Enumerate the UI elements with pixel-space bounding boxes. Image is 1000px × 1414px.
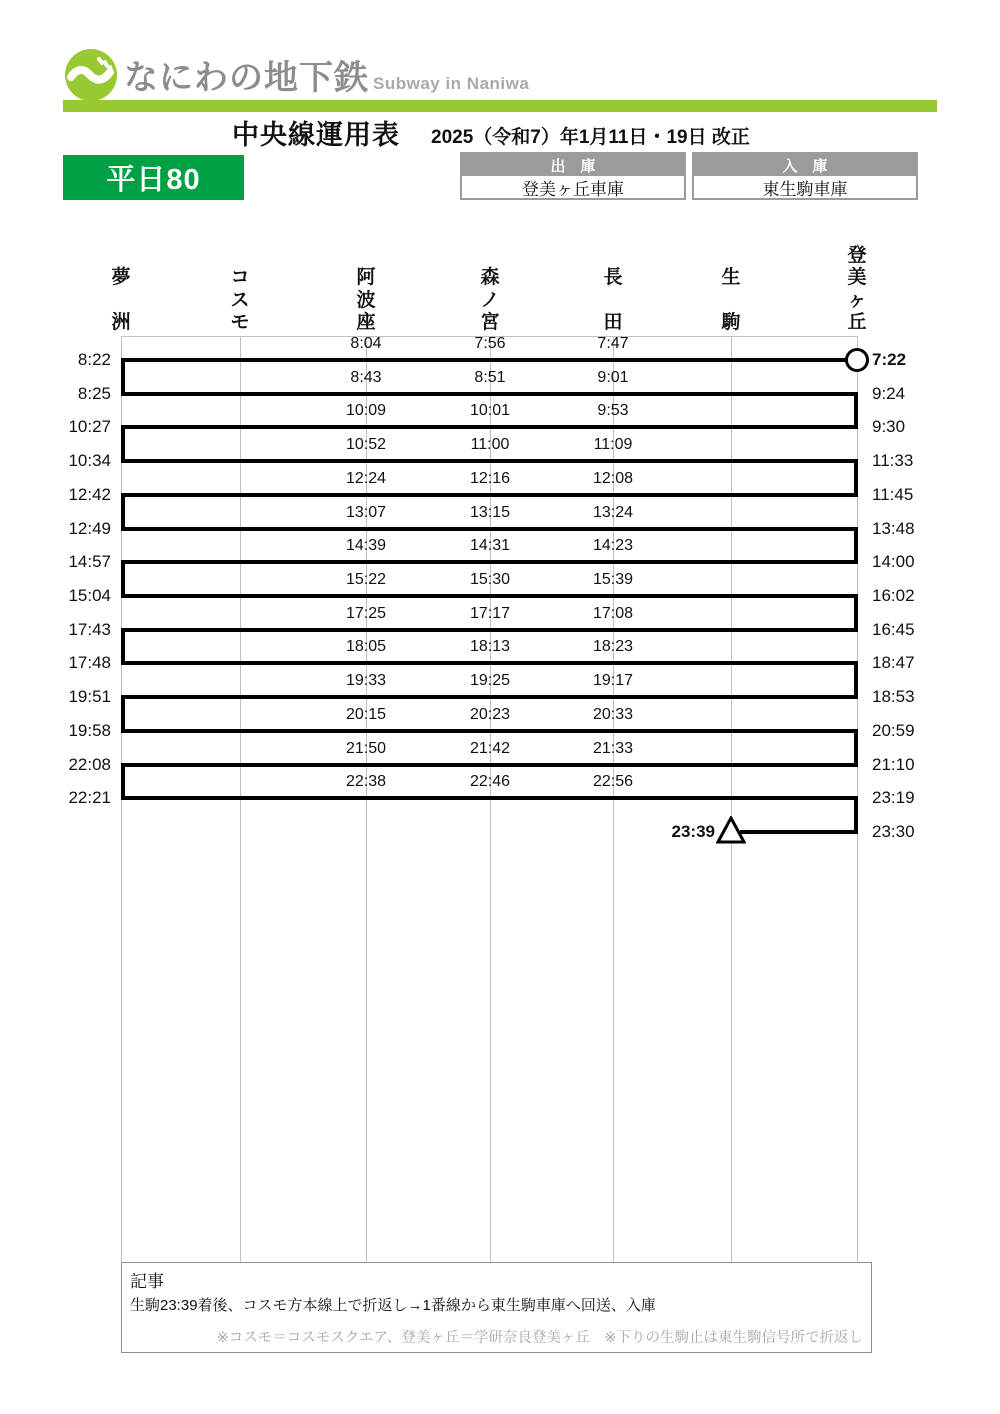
- duty-badge: 平日80: [63, 155, 244, 200]
- station-char: 座: [356, 312, 376, 333]
- intermediate-time: 21:50: [345, 740, 387, 757]
- left-turnback-connector: [121, 628, 125, 665]
- intermediate-time: 15:30: [469, 571, 511, 588]
- station-char: 洲: [111, 312, 131, 333]
- left-terminal-time: 22:08: [68, 755, 111, 774]
- depot-out-box: [460, 152, 686, 200]
- intermediate-time: 21:42: [469, 740, 511, 757]
- intermediate-time: 11:09: [593, 436, 633, 453]
- page-title: 中央線運用表: [232, 120, 400, 150]
- intermediate-time: 19:17: [592, 672, 634, 689]
- intermediate-time: 8:43: [350, 369, 382, 386]
- depot-out-value: 登美ヶ丘車庫: [522, 179, 624, 199]
- intermediate-time: 21:33: [592, 740, 634, 757]
- intermediate-time: 22:56: [592, 773, 634, 790]
- station-char: 丘: [847, 311, 867, 333]
- right-terminal-time: 11:45: [872, 485, 914, 504]
- run-line-14: [740, 830, 857, 834]
- intermediate-time: 20:15: [345, 706, 387, 723]
- station-char: 田: [603, 312, 623, 333]
- run-line-12: [121, 763, 857, 767]
- right-turnback-connector: [854, 796, 858, 834]
- station-char: 夢: [111, 267, 131, 288]
- station-char: 生: [721, 267, 741, 288]
- intermediate-time: 22:38: [345, 773, 387, 790]
- turnback-triangle-marker: [716, 816, 746, 849]
- left-turnback-connector: [121, 425, 125, 463]
- left-turnback-connector: [121, 358, 125, 396]
- left-terminal-time: 17:43: [68, 620, 111, 639]
- left-terminal-time: 19:58: [68, 721, 111, 740]
- intermediate-time: 17:08: [592, 605, 634, 622]
- subway-logo-icon: [63, 46, 119, 102]
- left-terminal-time: 10:27: [68, 417, 111, 436]
- left-terminal-time: 8:22: [77, 350, 111, 369]
- run-line-3: [121, 459, 857, 463]
- revision-date: 2025（令和7）年1月11日・19日 改正: [431, 127, 750, 148]
- station-char: ノ: [480, 289, 500, 311]
- right-terminal-time: 9:30: [872, 417, 906, 436]
- left-terminal-time: 22:21: [68, 788, 111, 807]
- run-line-1: [121, 392, 857, 396]
- depot-in-value: 東生駒車庫: [762, 179, 848, 199]
- intermediate-time: 7:47: [597, 335, 629, 352]
- station-label-5: [718, 268, 744, 332]
- logo-subtitle: Subway in Naniwa: [373, 74, 530, 93]
- intermediate-time: 19:33: [345, 672, 387, 689]
- run-line-9: [121, 661, 857, 665]
- station-label-4: [600, 268, 626, 332]
- station-label-2: [353, 268, 379, 332]
- run-line-0: [121, 358, 846, 362]
- run-line-11: [121, 729, 857, 733]
- notes-heading: 記事: [130, 1272, 164, 1291]
- right-terminal-time: 11:33: [872, 451, 914, 470]
- intermediate-time: 20:33: [592, 706, 634, 723]
- station-label-0: [108, 268, 134, 332]
- left-terminal-time: 8:25: [77, 384, 111, 403]
- station-label-1: [227, 268, 253, 332]
- intermediate-time: 14:39: [345, 537, 387, 554]
- station-char: 森: [480, 267, 500, 288]
- intermediate-time: 9:53: [597, 402, 629, 419]
- notes-body: 生駒23:39着後、コスモ方本線上で折返し→1番線から東生駒車庫へ回送、入庫: [130, 1297, 656, 1314]
- station-char: 登: [847, 245, 867, 266]
- left-turnback-connector: [121, 493, 125, 531]
- intermediate-time: 22:46: [469, 773, 511, 790]
- right-terminal-time: 21:10: [872, 755, 915, 774]
- run-line-6: [121, 560, 857, 564]
- intermediate-time: 8:04: [350, 335, 382, 352]
- right-terminal-time: 18:53: [872, 687, 915, 706]
- depot-out-label: 出 庫: [462, 154, 684, 176]
- left-terminal-time: 23:39: [671, 822, 715, 841]
- intermediate-time: 13:15: [469, 504, 511, 521]
- intermediate-time: 17:25: [345, 605, 387, 622]
- right-terminal-time: 14:00: [872, 552, 915, 571]
- notes-box: [121, 1262, 872, 1353]
- intermediate-time: 7:56: [474, 335, 506, 352]
- left-terminal-time: 12:42: [68, 485, 111, 504]
- station-char: ス: [230, 289, 250, 311]
- right-terminal-time: 18:47: [872, 653, 915, 672]
- station-char: モ: [230, 312, 250, 333]
- depot-in-box: [692, 152, 918, 200]
- right-terminal-time: 23:19: [872, 788, 915, 807]
- left-terminal-time: 19:51: [68, 687, 111, 706]
- run-line-2: [121, 425, 857, 429]
- intermediate-time: 18:23: [592, 638, 634, 655]
- right-terminal-time: 16:02: [872, 586, 915, 605]
- left-turnback-connector: [121, 560, 125, 598]
- station-char: 波: [356, 289, 376, 311]
- intermediate-time: 18:13: [469, 638, 511, 655]
- brand-bar: [63, 100, 937, 112]
- right-turnback-connector: [854, 729, 858, 767]
- intermediate-time: 8:51: [474, 369, 506, 386]
- intermediate-time: 15:39: [592, 571, 634, 588]
- intermediate-time: 17:17: [469, 605, 511, 622]
- left-terminal-time: 15:04: [68, 586, 111, 605]
- left-turnback-connector: [121, 695, 125, 733]
- intermediate-time: 9:01: [597, 369, 629, 386]
- intermediate-time: 14:31: [469, 537, 511, 554]
- intermediate-time: 13:24: [592, 504, 634, 521]
- right-turnback-connector: [854, 527, 858, 564]
- station-char: 駒: [721, 312, 741, 333]
- left-terminal-time: 12:49: [68, 519, 111, 538]
- intermediate-time: 18:05: [345, 638, 387, 655]
- run-line-10: [121, 695, 857, 699]
- right-turnback-connector: [854, 594, 858, 632]
- run-line-7: [121, 594, 857, 598]
- station-char: 美: [847, 267, 867, 289]
- right-terminal-time: 7:22: [872, 350, 907, 369]
- intermediate-time: 19:25: [469, 672, 511, 689]
- right-terminal-time: 16:45: [872, 620, 915, 639]
- intermediate-time: 10:09: [345, 402, 387, 419]
- right-turnback-connector: [854, 661, 858, 699]
- left-turnback-connector: [121, 763, 125, 800]
- intermediate-time: 12:24: [345, 470, 387, 487]
- intermediate-time: 10:01: [469, 402, 511, 419]
- run-line-13: [121, 796, 857, 800]
- left-terminal-time: 17:48: [68, 653, 111, 672]
- station-char: ヶ: [847, 289, 867, 311]
- station-label-6: [844, 246, 870, 332]
- intermediate-time: 20:23: [469, 706, 511, 723]
- run-line-8: [121, 628, 857, 632]
- right-turnback-connector: [854, 392, 858, 429]
- intermediate-time: 12:08: [592, 470, 634, 487]
- run-line-4: [121, 493, 857, 497]
- intermediate-time: 14:23: [592, 537, 634, 554]
- station-char: コ: [230, 267, 250, 288]
- intermediate-time: 11:00: [470, 436, 510, 453]
- intermediate-time: 12:16: [469, 470, 511, 487]
- left-terminal-time: 14:57: [68, 552, 111, 571]
- depot-out-circle-marker: [845, 348, 869, 372]
- logo-text: なにわの地下鉄: [124, 59, 369, 97]
- right-terminal-time: 20:59: [872, 721, 915, 740]
- right-terminal-time: 13:48: [872, 519, 915, 538]
- intermediate-time: 15:22: [345, 571, 387, 588]
- right-turnback-connector: [854, 459, 858, 497]
- station-char: 長: [603, 267, 623, 288]
- right-terminal-time: 9:24: [872, 384, 906, 403]
- left-terminal-time: 10:34: [68, 451, 111, 470]
- run-line-5: [121, 527, 857, 531]
- station-char: 阿: [356, 267, 376, 288]
- right-terminal-time: 23:30: [872, 822, 915, 841]
- notes-footer: ※コスモ＝コスモスクエア、登美ヶ丘＝学研奈良登美ヶ丘 ※下りの生駒止は東生駒信号所で折返し: [216, 1330, 863, 1346]
- depot-in-label: 入 庫: [694, 154, 916, 176]
- intermediate-time: 10:52: [345, 436, 387, 453]
- intermediate-time: 13:07: [345, 504, 387, 521]
- station-label-3: [477, 268, 503, 332]
- station-char: 宮: [480, 312, 500, 333]
